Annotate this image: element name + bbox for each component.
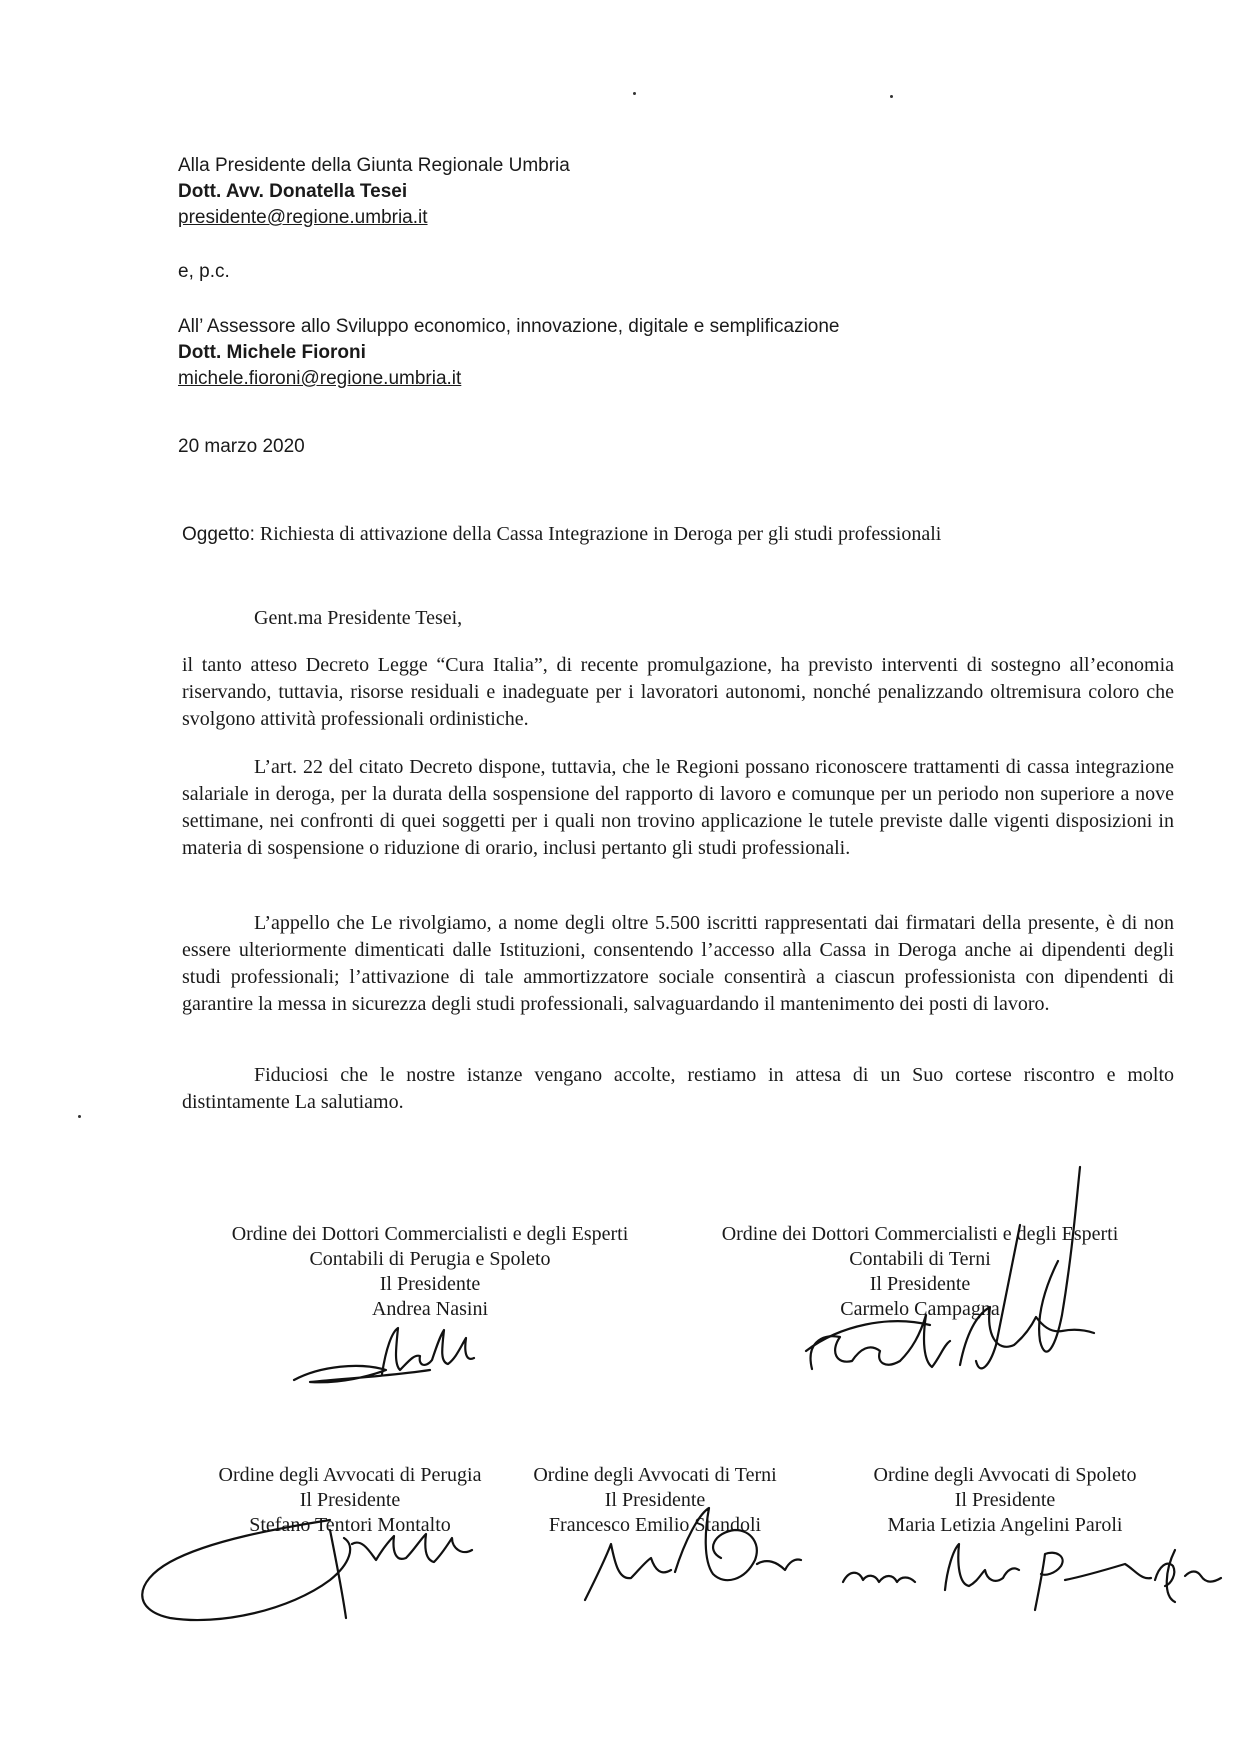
recipient-name: Dott. Avv. Donatella Tesei <box>178 181 408 202</box>
cc-label: e, p.c. <box>178 261 230 282</box>
recipient-email-link[interactable]: michele.fioroni@regione.umbria.it <box>178 368 462 389</box>
signatory-name: Carmelo Campagna <box>840 1298 1000 1320</box>
signatory-role: Il Presidente <box>604 1489 706 1511</box>
handwritten-signature <box>130 1500 490 1630</box>
subject-line <box>182 521 941 548</box>
signatory-role: Il Presidente <box>954 1489 1056 1511</box>
signatory-role: Il Presidente <box>379 1273 481 1295</box>
signatory-org-line-2: Contabili di Perugia e Spoleto <box>309 1248 551 1270</box>
scan-speck <box>890 95 893 98</box>
body-paragraph-1: il tanto atteso Decreto Legge “Cura Italia”, di recente promulgazione, ha previsto interventi di sostegno all’economia riservando, tuttavia, risorse residuali e inadeguate per i lavoratori autonomi, nonché penalizzando oltremisura coloro che svolgono attività professionali ordinistiche. <box>182 654 1174 730</box>
recipient-name: Dott. Michele Fioroni <box>178 342 366 363</box>
recipient-title: Alla Presidente della Giunta Regionale Umbria <box>178 155 570 176</box>
handwritten-signature <box>575 1500 805 1610</box>
letter-date: 20 marzo 2020 <box>178 436 305 457</box>
signatory-commercialisti-perugia <box>190 1222 670 1322</box>
signatory-org: Ordine degli Avvocati di Perugia <box>218 1464 482 1486</box>
scan-speck <box>633 92 636 95</box>
primary-recipient <box>178 153 570 231</box>
signatory-name: Andrea Nasini <box>371 1298 489 1320</box>
signatory-org-line-1: Ordine dei Dottori Commercialisti e degli Esperti <box>721 1223 1119 1245</box>
body-paragraph-4: Fiduciosi che le nostre istanze vengano accolte, restiamo in attesa di un Suo cortese riscontro e molto distintamente La salutiamo. <box>182 1064 1174 1113</box>
signatory-org-line-1: Ordine dei Dottori Commercialisti e degli Esperti <box>231 1223 629 1245</box>
handwritten-signature <box>800 1165 1100 1410</box>
handwritten-signature <box>290 1318 530 1398</box>
signatory-name: Maria Letizia Angelini Paroli <box>887 1514 1123 1536</box>
recipient-title: All’ Assessore allo Sviluppo economico, innovazione, digitale e semplificazione <box>178 316 840 337</box>
signatory-name: Francesco Emilio Standoli <box>548 1514 762 1536</box>
handwritten-signature <box>835 1530 1235 1630</box>
signatory-org: Ordine degli Avvocati di Terni <box>533 1464 777 1486</box>
signatory-org-line-2: Contabili di Terni <box>849 1248 991 1270</box>
subject-label: Oggetto: <box>182 524 255 545</box>
salutation: Gent.ma Presidente Tesei, <box>254 607 463 629</box>
scan-speck <box>78 1115 81 1118</box>
subject-text: Richiesta di attivazione della Cassa Integrazione in Deroga per gli studi professionali <box>259 523 942 545</box>
signatory-org: Ordine degli Avvocati di Spoleto <box>873 1464 1137 1486</box>
signatory-name: Stefano Tentori Montalto <box>249 1514 451 1536</box>
signatory-role: Il Presidente <box>299 1489 401 1511</box>
secondary-recipient <box>178 314 840 392</box>
recipient-email-link[interactable]: presidente@regione.umbria.it <box>178 207 428 228</box>
signatory-role: Il Presidente <box>869 1273 971 1295</box>
body-paragraph-2: L’art. 22 del citato Decreto dispone, tuttavia, che le Regioni possano riconoscere trattamenti di cassa integrazione salariale in deroga, per la durata della sospensione del rapporto di lavoro e comunque per un periodo non superiore a nove settimane, nei confronti di quei soggetti per i quali non trovino applicazione le tutele previste dalle vigenti disposizioni in materia di sospensione o riduzione di orario, inclusi pertanto gli studi professionali. <box>182 756 1174 859</box>
signatory-avvocati-spoleto <box>840 1463 1170 1538</box>
body-paragraph-3: L’appello che Le rivolgiamo, a nome degli oltre 5.500 iscritti rappresentati dai firmatari della presente, è di non essere ulteriormente dimenticati dalle Istituzioni, consentendo l’accesso alla Cassa in Deroga anche ai dipendenti degli studi professionali; l’attivazione di tale ammortizzatore sociale consentirà a ciascun professionista con dipendenti di garantire la messa in sicurezza degli studi professionali, salvaguardando il mantenimento dei posti di lavoro. <box>182 912 1174 1015</box>
